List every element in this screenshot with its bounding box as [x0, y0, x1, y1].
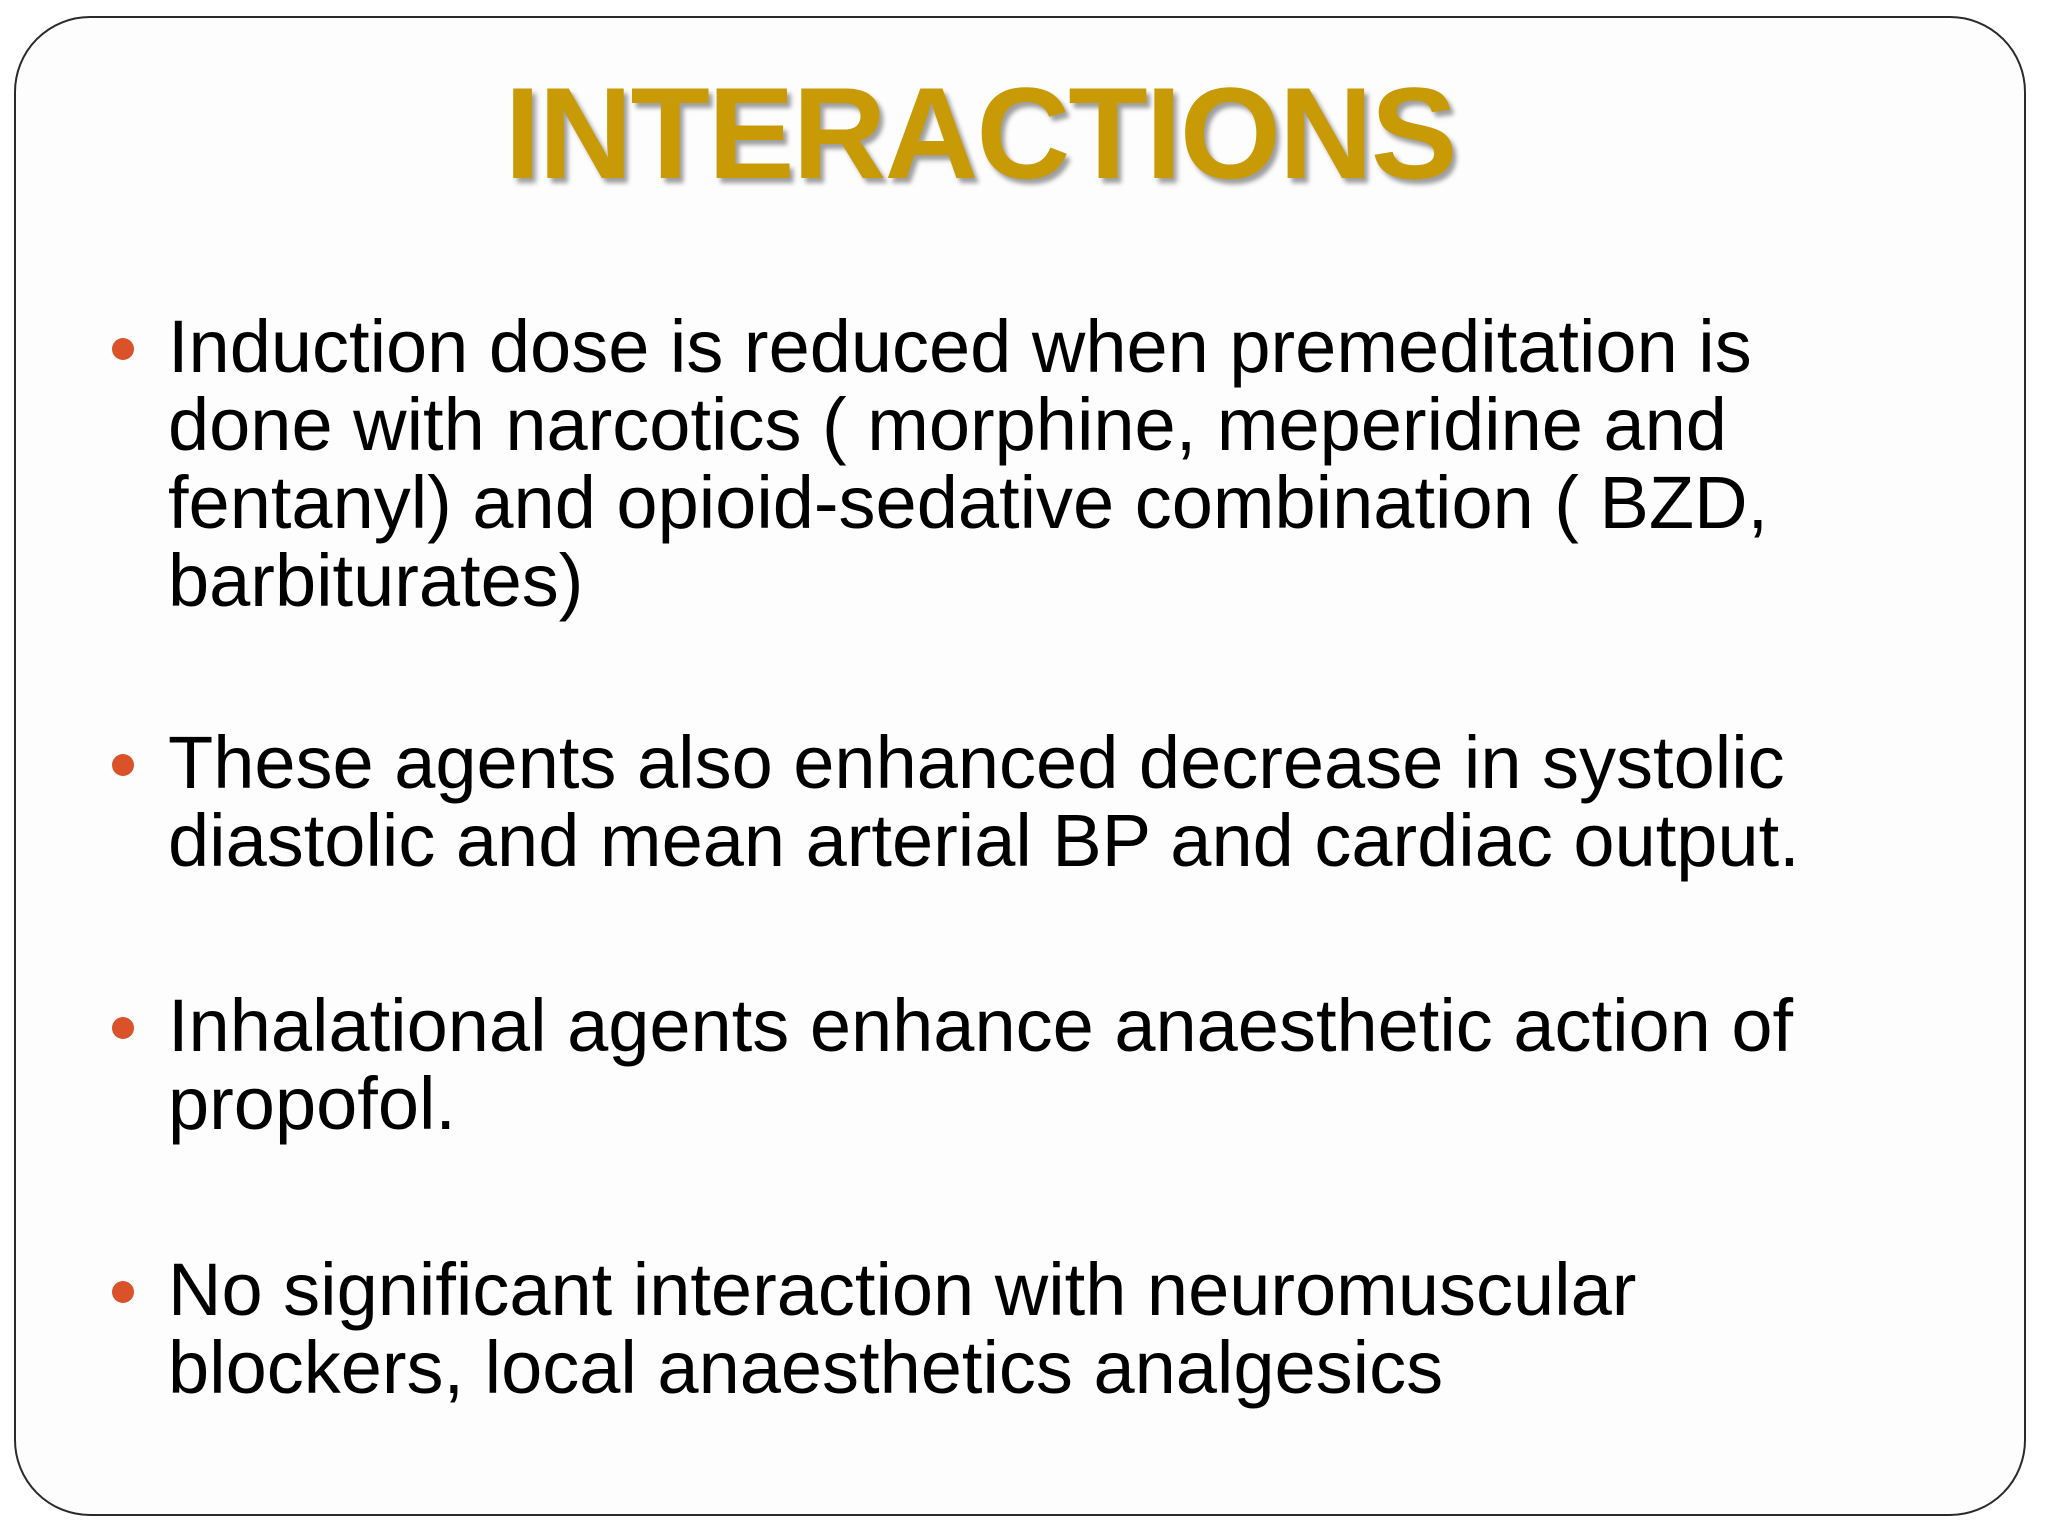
bullet-line: propofol.	[168, 1062, 456, 1145]
bullet-item	[110, 1248, 1970, 1409]
bullet-dot-icon	[112, 1281, 134, 1303]
bullet-line: Inhalational agents enhance anaesthetic action of	[168, 984, 1794, 1067]
bullet-line: blockers, local anaesthetics analgesics	[168, 1326, 1444, 1409]
bullet-dot-icon	[112, 338, 134, 360]
slide-title: INTERACTIONS	[504, 60, 1456, 206]
bullet-line: Induction dose is reduced when premeditation is	[168, 305, 1752, 388]
bullet-dot-icon	[112, 754, 134, 776]
bullet-line: barbiturates)	[168, 539, 584, 622]
bullet-line: fentanyl) and opioid-sedative combination ( BZD,	[168, 461, 1769, 544]
bullet-line: done with narcotics ( morphine, meperidine and	[168, 383, 1727, 466]
bullet-item	[110, 721, 1970, 882]
bullet-dot-icon	[112, 1017, 134, 1039]
bullet-item	[110, 305, 1970, 622]
bullet-item	[110, 984, 1970, 1145]
bullet-list	[110, 305, 1970, 1409]
bullet-line: No significant interaction with neuromuscular	[168, 1248, 1637, 1331]
bullet-line: diastolic and mean arterial BP and cardiac output.	[168, 799, 1800, 882]
bullet-line: These agents also enhanced decrease in systolic	[168, 721, 1785, 804]
